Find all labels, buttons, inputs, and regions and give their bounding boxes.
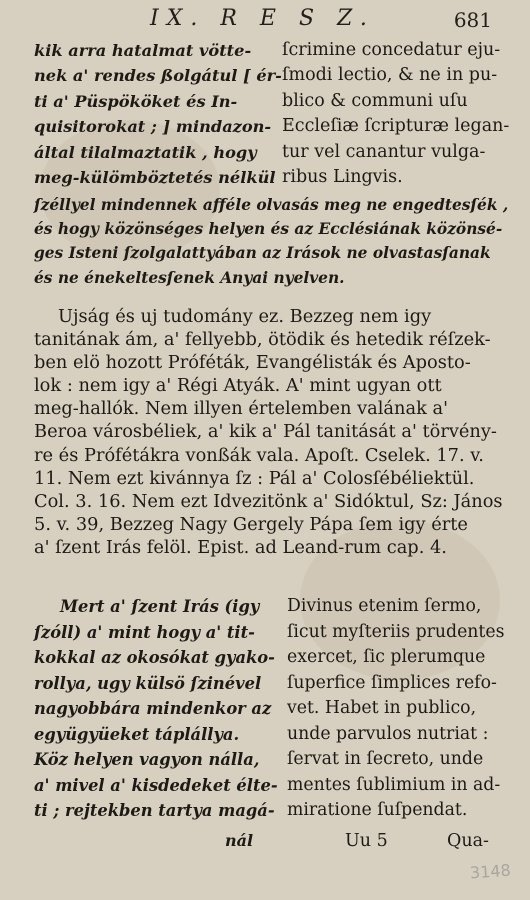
hungarian-column-bottom: [34, 594, 282, 824]
text-line: miratione ſuſpendat.: [287, 800, 468, 820]
text-line: ſzéllyel mindennek afféle olvasás meg ne engedtesſék ,: [34, 196, 509, 214]
text-line: quisitorokat ; ] mindazon-: [34, 117, 272, 137]
text-line: vet. Habet in publico,: [287, 698, 477, 718]
text-line: tur vel canantur vulga-: [282, 141, 486, 162]
text-line: tanitának ám, a' fellyebb, ötödik és hetedik réſzek-: [34, 329, 491, 351]
text-line: a' ſzent Irás felöl. Epist. ad Leand-rum cap. 4.: [34, 536, 447, 558]
text-line: ſicut myſteriis prudentes: [287, 621, 505, 642]
latin-column-bottom: [287, 594, 505, 824]
text-line: ſmodi lectio, & ne in pu-: [282, 65, 498, 86]
text-line: unde parvulos nutriat :: [287, 723, 489, 744]
text-line: a' mivel a' kisdedeket élte-: [34, 775, 278, 795]
text-line: és hogy közönséges helyen és az Ecclésiának közönsé-: [34, 220, 503, 239]
text-line: rollya, ugy külsö ſzinével: [34, 673, 262, 693]
text-line: ſervat in ſecreto, unde: [287, 749, 484, 769]
body-paragraph: [34, 305, 504, 559]
text-line: Ujság és uj tudomány ez. Bezzeg nem igy: [58, 306, 432, 327]
text-line: mentes ſublimium in ad-: [287, 774, 501, 795]
text-line: ges Isteni ſzolgalattyában az Irások ne olvastasſanak: [34, 244, 491, 263]
text-line: Eccleſiæ ſcripturæ legan-: [282, 116, 510, 137]
text-line: meg-külömböztetés nélkül: [34, 168, 276, 188]
text-line: ſuperfice ſimplices refo-: [287, 672, 497, 693]
text-line: ſzóll) a' mint hogy a' tit-: [34, 622, 255, 642]
latin-column-top: [282, 38, 510, 190]
continuation-text: nál: [225, 831, 254, 850]
text-line: meg-hallók. Nem illyen értelemben valának a': [34, 398, 448, 420]
text-line: kik arra hatalmat vötte-: [34, 41, 252, 60]
text-line: együgyüeket táplállya.: [34, 724, 240, 744]
text-line: kokkal az okosókat gyako-: [34, 648, 275, 667]
text-line: Beroa városbéliek, a' kik a' Pál tanitását a' törvény-: [34, 421, 497, 443]
page-footer: [0, 827, 530, 857]
page-number: 681: [453, 8, 492, 32]
text-line: által tilalmaztatik , hogy: [34, 142, 257, 162]
text-line: ben elö hozott Próféták, Evangélisták és Aposto-: [34, 352, 471, 374]
text-line: exercet, ſic plerumque: [287, 647, 486, 667]
running-head: IX. R E S Z.: [150, 6, 375, 31]
text-line: 5. v. 39, Bezzeg Nagy Gergely Pápa ſem igy érte: [34, 513, 468, 535]
hungarian-column-top: [34, 38, 282, 190]
text-line: ribus Lingvis.: [282, 167, 403, 188]
text-line: ſcrimine concedatur eju-: [282, 40, 501, 60]
page-header: [0, 6, 530, 36]
text-line: blico & communi uſu: [282, 90, 468, 111]
text-line: re és Prófétákra vonßák vala. Apoſt. Cselek. 17. v.: [34, 444, 484, 466]
text-line: és ne énekeltesſenek Anyai nyelven.: [34, 268, 345, 287]
text-line: Mert a' ſzent Irás (igy: [60, 597, 260, 616]
text-line: Köz helyen vagyon nálla,: [34, 750, 260, 769]
text-line: nek a' rendes ßolgátul [ ér-: [34, 66, 282, 86]
text-line: lok : nem igy a' Régi Atyák. A' mint ugyan ott: [34, 375, 442, 397]
catchword: Qua-: [447, 831, 489, 851]
signature-mark: Uu 5: [345, 831, 388, 851]
text-line: Col. 3. 16. Nem ezt Idvezitönk a' Sidóktul, Sz: János: [34, 490, 503, 512]
hungarian-full-width-passage: [34, 193, 509, 290]
text-line: ti ; rejtekben tartya magá-: [34, 801, 275, 820]
text-line: 11. Nem ezt kivánnya ſz : Pál a' Colosſébéliektül.: [34, 467, 475, 489]
text-line: ti a' Püspököket és In-: [34, 91, 238, 111]
text-line: Divinus etenim ſermo,: [287, 596, 482, 616]
pencil-shelf-mark: 3148: [469, 860, 512, 883]
text-line: nagyobbára mindenkor az: [34, 699, 272, 718]
